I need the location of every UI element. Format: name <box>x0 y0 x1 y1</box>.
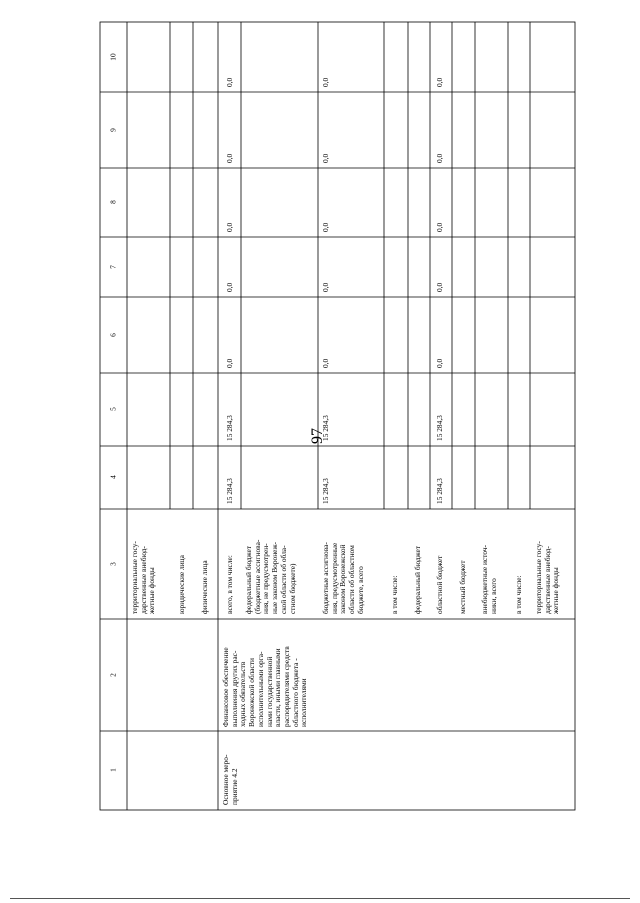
page-bottom-rule <box>10 898 630 899</box>
